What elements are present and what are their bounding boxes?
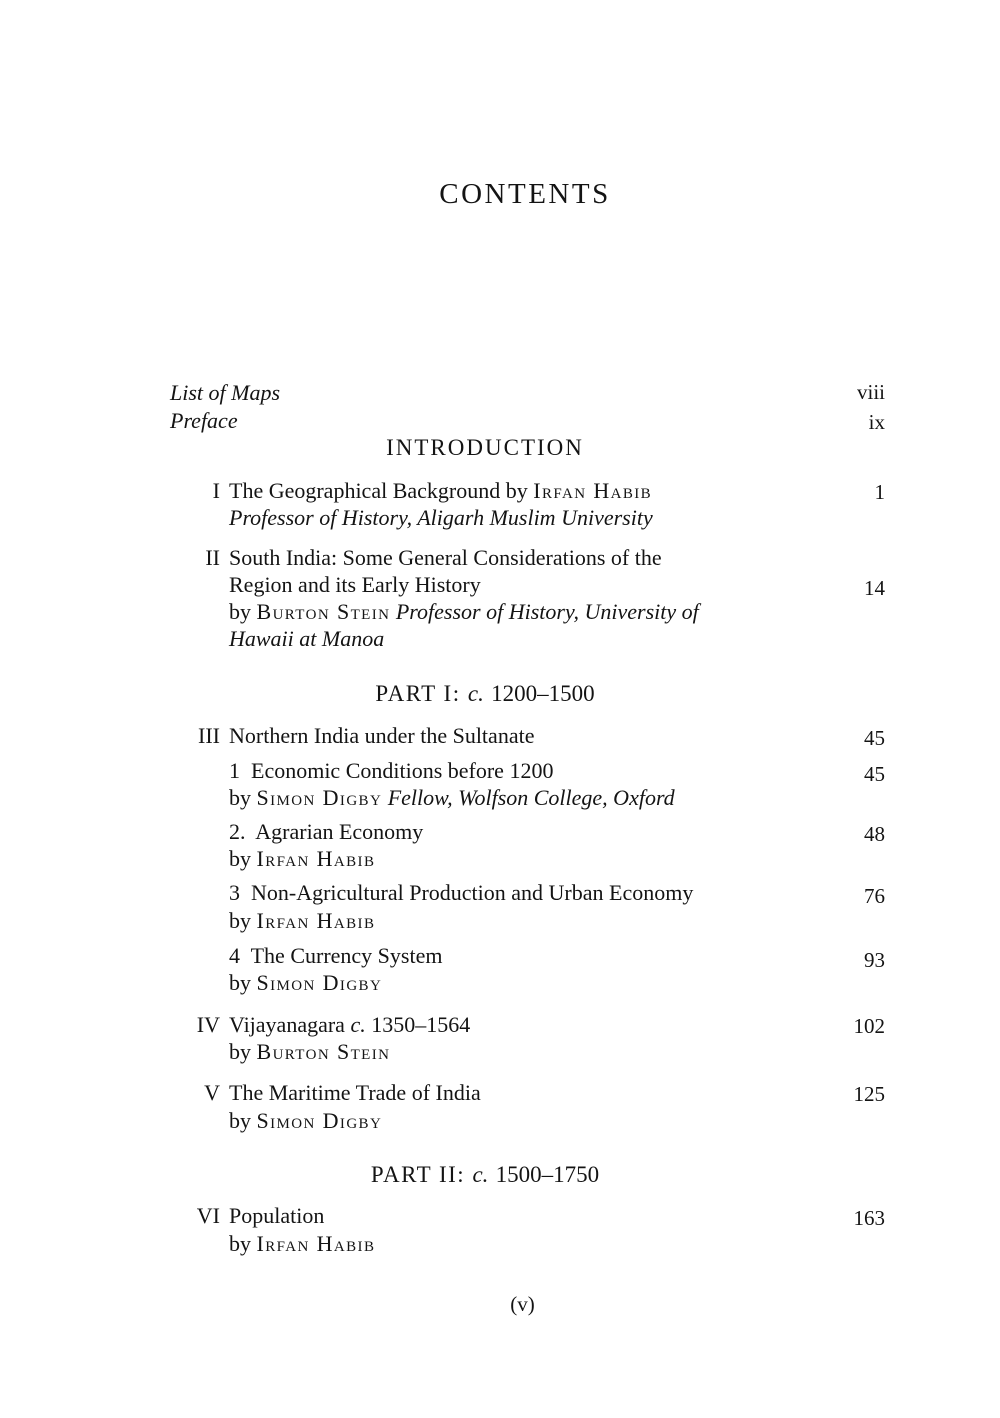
toc-entry-list-of-maps: List of Maps (170, 380, 281, 405)
section-heading-part-1: PART I: c. 1200–1500 (375, 681, 595, 706)
chapter-page-number: 1 (874, 480, 885, 504)
subchapter-title-line (229, 880, 693, 906)
subchapter-byline: by Irfan Habib (229, 846, 376, 871)
subchapter-byline: by Irfan Habib (229, 908, 376, 933)
section-heading-part-2: PART II: c. 1500–1750 (370, 1162, 600, 1187)
chapter-page-number: 102 (853, 1014, 885, 1038)
subchapter-author: Irfan Habib (256, 908, 376, 933)
subchapter-page-number: 76 (864, 884, 885, 908)
subchapter-title: Economic Conditions before 1200 (251, 758, 554, 783)
chapter-byline: by Burton Stein (229, 1039, 391, 1064)
chapter-page-number: 163 (853, 1206, 885, 1230)
chapter-title-line (229, 478, 652, 504)
subchapter-number: 4 (229, 943, 240, 968)
subchapter-byline: by Simon Digby (229, 970, 383, 995)
chapter-page-number: 14 (864, 576, 885, 600)
chapter-number: VI (196, 1203, 220, 1228)
chapter-number: V (204, 1080, 220, 1105)
subchapter-number: 2. (229, 819, 246, 844)
chapter-byline: by Simon Digby (229, 1108, 383, 1133)
subchapter-author: Simon Digby (256, 970, 383, 995)
subchapter-author: Simon Digby (256, 785, 383, 810)
chapter-title: Northern India under the Sultanate (229, 723, 535, 748)
chapter-title: The Maritime Trade of India (229, 1080, 481, 1105)
subchapter-title: Agrarian Economy (255, 819, 424, 844)
page-folio: (v) (510, 1292, 535, 1316)
subchapter-title: Non-Agricultural Production and Urban Economy (251, 880, 694, 905)
subchapter-title: The Currency System (250, 943, 443, 968)
subchapter-title-line (229, 819, 423, 845)
page-title: CONTENTS (439, 178, 611, 210)
chapter-author: Simon Digby (256, 1108, 383, 1133)
chapter-number: I (212, 478, 220, 503)
toc-entry-preface: Preface (170, 408, 238, 433)
subchapter-number: 3 (229, 880, 240, 905)
subchapter-page-number: 93 (864, 948, 885, 972)
chapter-page-number: 45 (864, 726, 885, 750)
subchapter-page-number: 45 (864, 762, 885, 786)
chapter-author: Burton Stein (256, 1039, 391, 1064)
toc-page-preface: ix (868, 410, 885, 434)
chapter-number: IV (196, 1012, 220, 1037)
chapter-affiliation: Professor of History, University of (395, 599, 699, 624)
subchapter-author: Irfan Habib (256, 846, 376, 871)
chapter-number: II (205, 545, 220, 570)
chapter-byline: by Burton Stein Professor of History, University of (229, 599, 699, 624)
chapter-author: Burton Stein (256, 599, 391, 624)
chapter-number: III (198, 723, 220, 748)
chapter-page-number: 125 (853, 1082, 885, 1106)
subchapter-number: 1 (229, 758, 240, 783)
chapter-title: Population (229, 1203, 325, 1228)
subchapter-page-number: 48 (864, 822, 885, 846)
chapter-affiliation: Professor of History, Aligarh Muslim University (229, 505, 653, 530)
toc-page-list-of-maps: viii (856, 380, 885, 404)
chapter-byline: by Irfan Habib (229, 1231, 376, 1256)
chapter-title-line-2: Region and its Early History (229, 572, 481, 597)
chapter-author: Irfan Habib (256, 1231, 376, 1256)
subchapter-title-line (229, 758, 553, 784)
chapter-title-line-1: South India: Some General Considerations of the (229, 545, 662, 570)
subchapter-byline: by Simon Digby Fellow, Wolfson College, Oxford (229, 785, 675, 810)
subchapter-title-line (229, 943, 442, 969)
chapter-affiliation-line-2: Hawaii at Manoa (229, 626, 385, 651)
chapter-title: The Geographical Background by (229, 478, 528, 503)
section-heading-introduction: INTRODUCTION (386, 435, 584, 460)
chapter-date-range: 1350–1564 (371, 1012, 471, 1037)
subchapter-affiliation: Fellow, Wolfson College, Oxford (387, 785, 675, 810)
chapter-title: Vijayanagara (229, 1012, 345, 1037)
chapter-title-line: Vijayanagara c. 1350–1564 (229, 1012, 471, 1037)
chapter-author: Irfan Habib (533, 478, 653, 503)
